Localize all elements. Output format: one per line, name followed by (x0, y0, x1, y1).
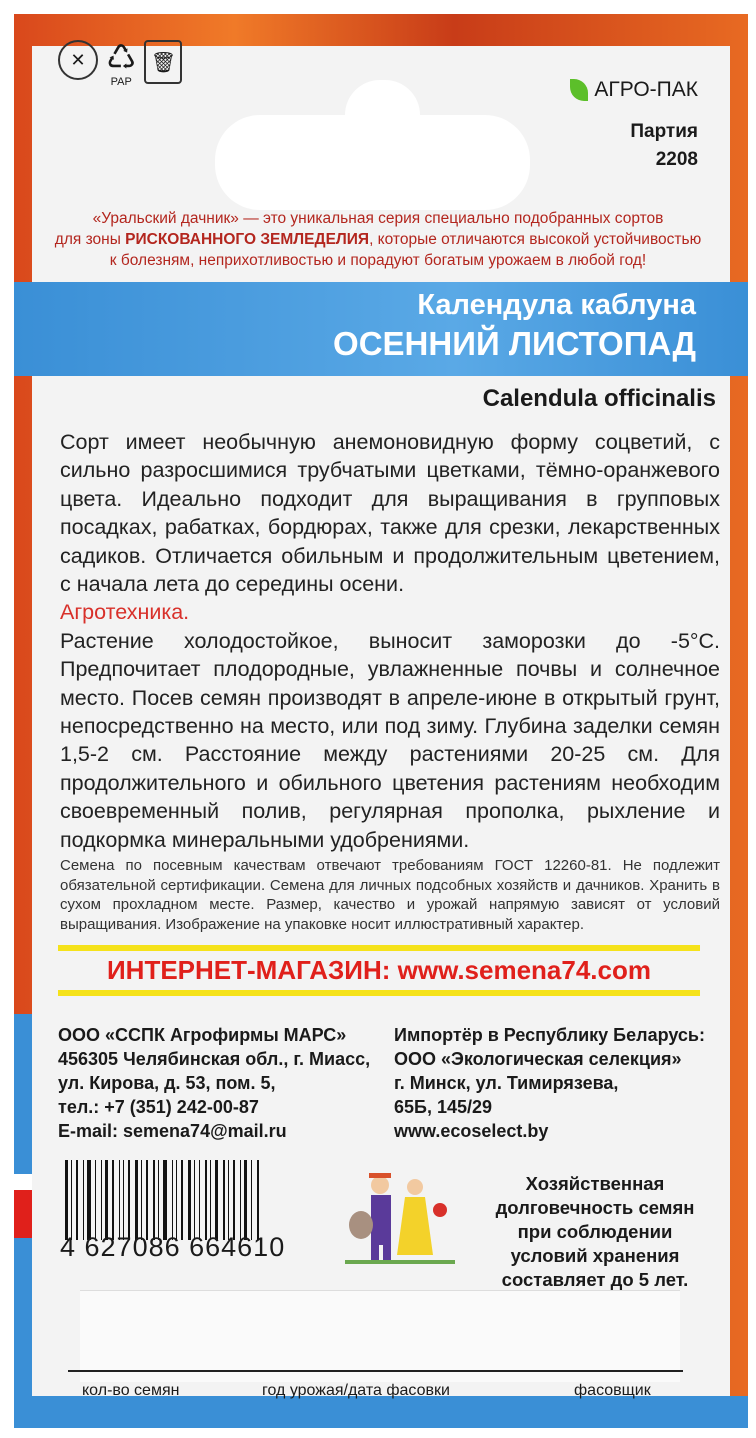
barcode-bar (112, 1160, 114, 1240)
signature-line (68, 1370, 683, 1372)
barcode-bar (95, 1160, 96, 1240)
bottom-band (14, 1396, 748, 1428)
barcode-bar (194, 1160, 195, 1240)
barcode-bar (135, 1160, 138, 1240)
producer-contacts: ООО «ССПК Агрофирмы МАРС» 456305 Челябинская обл., г. Миасс, ул. Кирова, д. 53, пом. 5, тел.: +7 (351) 242-00-87 E-mail: semena74@mail.ru (58, 1025, 371, 1141)
barcode-bar (233, 1160, 235, 1240)
barcode-bar (71, 1160, 72, 1240)
packaging-icons (58, 40, 182, 88)
disclaimer: Семена по посевным качествам отвечают требованиям ГОСТ 12260-81. Не подлежит обязательной сертификации. Семена для личных подсобных хозяйств и дачников. Хранить в сухом прохладном месте. Размер, качество и урожай напрямую зависят от условий выращивания. Изображение на упаковке носит иллюстративный характер. (60, 857, 720, 933)
barcode-bar (105, 1160, 108, 1240)
barcode-number: 4 627086 664610 (60, 1232, 286, 1262)
description: Сорт имеет необычную анемоновидную форму соцветий, с сильно разросшимися трубчатыми цветками, тёмно-оранжевого цвета. Идеально подходит для выращивания в групповых посадках, рабатках, бордюрах, также для срезки, лекарственных садиков. Отличается обильным и продолжительным цветением, с начала лета до середины осени. Агротехника. Растение холодостойкое, выносит заморозки до -5°С. Предпочитает плодородные, увлажненные почвы и солнечное место. Посев семян производят в апреле-июне в открытый грунт, непосредственно на место, или под зиму. Глубина заделки семян 1,5-2 см. Расстояние между растениями 20-25 см. Для продолжительного и обильного цветения растениям необходим своевременный полив, регулярная прополка, рыхление и подкормка минеральными удобрениями. (60, 430, 720, 852)
barcode (65, 1160, 315, 1240)
seed-count-label: кол-во семян (82, 1382, 180, 1399)
batch: Партия 2208 (630, 121, 698, 170)
not-food-icon: ✕ (58, 40, 98, 80)
barcode-bar (188, 1160, 191, 1240)
barcode-bar (128, 1160, 130, 1240)
barcode-bar (83, 1160, 84, 1240)
divider (58, 990, 700, 996)
agro-heading: Агротехника. (60, 600, 190, 625)
divider (58, 945, 700, 951)
importer-contacts: Импортёр в Республику Беларусь: ООО «Экологическая селекция» г. Минск, ул. Тимирязева, 65Б, 145/29 www.ecoselect.by (394, 1025, 705, 1141)
leaf-icon (570, 79, 588, 101)
barcode-bar (123, 1160, 124, 1240)
barcode-bar (257, 1160, 259, 1240)
barcode-bar (210, 1160, 211, 1240)
barcode-bar (153, 1160, 155, 1240)
barcode-bar (87, 1160, 91, 1240)
barcode-bar (251, 1160, 252, 1240)
hanger-hole-slot (215, 115, 530, 210)
barcode-bar (163, 1160, 167, 1240)
barcode-bar (228, 1160, 229, 1240)
barcode-bar (199, 1160, 200, 1240)
barcode-bar (205, 1160, 207, 1240)
decorative-stripe (14, 1014, 32, 1414)
barcode-bar (215, 1160, 218, 1240)
storage-note: Хозяйственная долговечность семян при соблюдении условий хранения составляет до 5 лет. (495, 1173, 695, 1290)
barcode-bar (65, 1160, 68, 1240)
online-shop-link[interactable]: ИНТЕРНЕТ-МАГАЗИН: www.semena74.com (106, 955, 651, 985)
harvest-date-label: год урожая/дата фасовки (262, 1382, 450, 1399)
barcode-bar (223, 1160, 225, 1240)
barcode-bar (101, 1160, 102, 1240)
product-title: Календула каблуна ОСЕННИЙ ЛИСТОПАД (333, 289, 696, 362)
brand-logo: АГРО-ПАК (570, 78, 698, 102)
farmer-couple-illustration (345, 1165, 455, 1265)
barcode-bar (240, 1160, 241, 1240)
barcode-bar (176, 1160, 177, 1240)
barcode-bar (158, 1160, 159, 1240)
barcode-bar (76, 1160, 78, 1240)
barcode-bar (141, 1160, 142, 1240)
latin-name: Calendula officinalis (482, 385, 716, 412)
barcode-bar (146, 1160, 148, 1240)
series-intro: «Уральский дачник» — это уникальная серия специально подобранных сортов для зоны РИСКОВАННОГО ЗЕМЛЕДЕЛИЯ, которые отличаются высокой устойчивостью к болезням, неприхотливостью и порадуют богатым урожаем в любой год! (54, 210, 702, 269)
trash-bin-icon: 🗑 (144, 40, 182, 84)
barcode-bar (244, 1160, 247, 1240)
packet-flap (80, 1290, 680, 1382)
recycle-icon: ♺ PAP (106, 39, 137, 88)
barcode-bar (181, 1160, 183, 1240)
packer-label: фасовщик (574, 1382, 651, 1399)
barcode-bar (119, 1160, 120, 1240)
barcode-bar (172, 1160, 173, 1240)
